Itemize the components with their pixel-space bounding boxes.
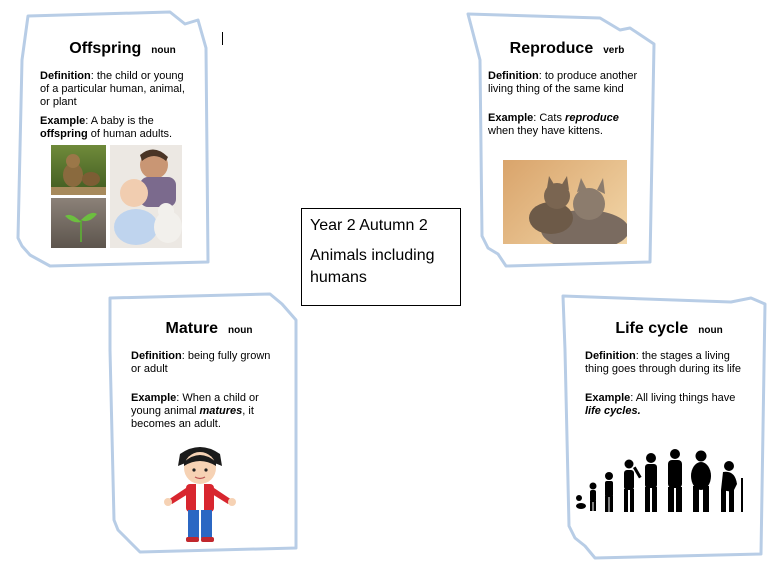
card-pos: noun (698, 325, 723, 336)
card-word: Mature (165, 320, 218, 337)
card-pos: noun (151, 45, 176, 56)
parent-baby-photo (110, 145, 182, 248)
monkey-photo (51, 145, 106, 195)
card-offspring (0, 0, 230, 280)
card-lifecycle (555, 290, 780, 565)
human-life-stages-silhouette (573, 442, 753, 514)
card-example: Example: A baby is the offspring of human adults. (40, 115, 173, 140)
card-example: Example: Cats reproduce when they have kittens. (488, 112, 619, 137)
topic-line-1: Year 2 Autumn 2 (310, 217, 428, 234)
seedling-photo (51, 198, 106, 248)
card-mature (100, 290, 310, 560)
topic-title-box (301, 208, 461, 306)
topic-line-2: Animals including humans (310, 247, 435, 286)
card-word: Offspring (69, 40, 142, 57)
card-definition: Definition: being fully grown or adult (131, 350, 271, 375)
cat-kitten-photo (503, 160, 627, 244)
card-pos: noun (228, 325, 253, 336)
card-reproduce (460, 0, 660, 280)
card-example: Example: All living things have life cycles. (585, 392, 736, 417)
card-word: Reproduce (509, 40, 594, 57)
card-word: Life cycle (615, 320, 689, 337)
card-definition: Definition: the child or young of a particular human, animal, or plant (40, 70, 185, 108)
boy-illustration (162, 444, 238, 544)
card-pos: verb (603, 45, 625, 56)
card-definition: Definition: the stages a living thing goes through during its life (585, 350, 741, 375)
card-definition: Definition: to produce another living thing of the same kind (488, 70, 638, 95)
card-example: Example: When a child or young animal matures, it becomes an adult. (131, 392, 259, 430)
